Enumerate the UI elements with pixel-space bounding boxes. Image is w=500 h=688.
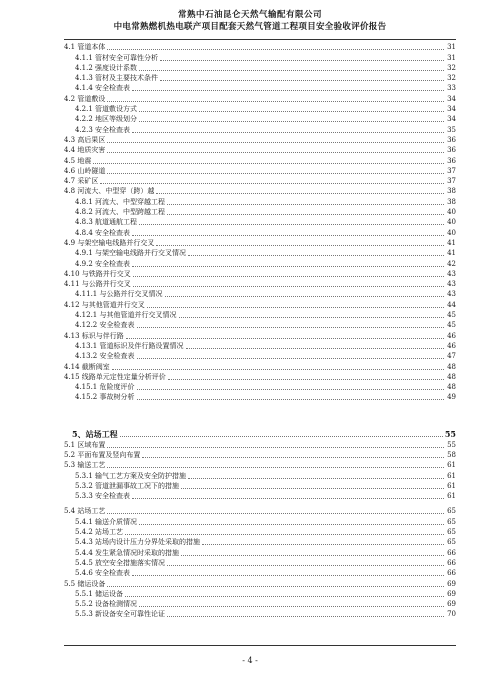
toc-dot-leader [186,348,445,349]
toc-dot-leader [107,173,444,174]
toc-dot-leader [132,575,444,576]
toc-entry[interactable] [64,558,456,568]
toc-entry-page: 34 [447,94,456,103]
toc-dot-leader [168,379,444,380]
toc-entry[interactable] [64,124,456,134]
toc-entry-page: 65 [447,528,456,537]
toc-dot-leader [126,338,444,339]
toc-entry[interactable] [64,578,456,588]
toc-entry[interactable] [64,196,456,206]
toc-dot-leader [165,296,445,297]
toc-dot-leader [139,224,444,225]
toc-entry-page: 46 [447,341,456,350]
toc-entry-page: 37 [447,166,456,175]
toc-entry-page: 34 [447,105,456,114]
toc-dot-leader [139,606,444,607]
toc-entry-label: 4.11 与公路并行交叉 [64,280,131,289]
toc-entry-page: 40 [447,208,456,217]
toc-entry-label: 5.4.6 安全检查表 [75,569,131,578]
toc-entry-page: 65 [447,538,456,547]
toc-entry[interactable] [64,135,456,145]
toc-entry[interactable] [64,491,456,501]
toc-dot-leader [202,544,444,545]
toc-entry[interactable] [64,470,456,480]
toc-entry[interactable] [64,207,456,217]
toc-entry-page: 36 [447,146,456,155]
toc-dot-leader [160,80,444,81]
toc-entry-page: 66 [447,548,456,557]
toc-dot-leader [139,121,444,122]
toc-entry-page: 61 [447,492,456,501]
toc-entry-page: 70 [447,610,456,619]
toc-dot-leader [167,565,444,566]
toc-entry[interactable] [64,299,456,309]
toc-entry[interactable] [64,186,456,196]
toc-entry-page: 48 [447,362,456,371]
toc-entry[interactable] [64,289,456,299]
toc-entry-page: 31 [447,53,456,62]
toc-dot-leader [181,488,444,489]
toc-entry-page: 49 [447,393,456,402]
toc-entry[interactable] [64,114,456,124]
toc-entry[interactable] [64,83,456,93]
toc-entry-page: 32 [447,74,456,83]
toc-dot-leader [132,132,444,133]
toc-dot-leader [132,266,444,267]
toc-entry-page: 55 [447,440,456,449]
toc-dot-leader [107,467,444,468]
toc-entry[interactable] [64,279,456,289]
toc-entry-label: 4.7 采矿区 [64,177,99,186]
toc-entry-label: 4.12 与其他管道并行交叉 [64,300,145,309]
toc-entry-page: 48 [447,372,456,381]
toc-entry[interactable] [64,547,456,557]
toc-entry-label: 5.5 储运设备 [64,579,106,588]
toc-entry[interactable] [64,609,456,619]
toc-entry[interactable] [64,176,456,186]
toc-entry[interactable] [64,52,456,62]
toc-entry-label: 4.11.1 与公路并行交叉情况 [75,290,163,299]
toc-entry-label: 4.8.2 河流大、中型跨越工程 [75,208,166,217]
toc-entry-label: 4.3 高后果区 [64,135,106,144]
toc-entry-label: 4.9 与架空输电线路并行交叉 [64,238,155,247]
toc-dot-leader [167,204,444,205]
toc-entry[interactable] [64,330,456,340]
toc-entry-page: 61 [447,471,456,480]
toc-entry-page: 32 [447,63,456,72]
toc-entry-page: 61 [447,481,456,490]
toc-entry[interactable] [64,166,456,176]
toc-dot-leader [167,214,444,215]
toc-entry-label: 5.5.1 储运设备 [75,589,124,598]
toc-entry[interactable] [64,42,456,52]
toc-entry-label: 4.9.1 与架空输电线路并行交叉情况 [75,249,187,258]
toc-entry[interactable] [64,155,456,165]
toc-entry[interactable] [64,439,456,449]
toc-entry[interactable] [64,248,456,258]
toc-dot-leader [132,90,444,91]
toc-entry-label: 4.1.1 管材安全可靠性分析 [75,53,159,62]
toc-entry-label: 4.15.2 事故树分析 [75,393,135,402]
toc-entry-label: 5.4.1 输送介质情况 [75,517,138,526]
toc-entry-page: 65 [447,517,456,526]
footer-rule [64,645,456,646]
toc-entry-label: 5.5.3 新设备安全可靠性论证 [75,610,166,619]
toc-dot-leader [100,183,444,184]
toc-dot-leader [137,358,445,359]
toc-dot-leader [107,152,444,153]
toc-entry-page: 40 [447,228,456,237]
toc-entry-label: 5.3.2 管道泄漏事故工况下的措施 [75,481,180,490]
company-name: 常熟中石油昆仑天然气输配有限公司 [177,10,322,20]
toc-entry[interactable] [64,351,456,361]
toc-entry[interactable] [64,392,456,402]
toc-entry[interactable] [64,320,456,330]
toc-entry[interactable] [64,63,456,73]
toc-entry-page: 45 [447,311,456,320]
toc-entry-label: 5.2 平面布置及竖向布置 [64,450,141,459]
toc-dot-leader [137,399,445,400]
toc-dot-leader [93,163,444,164]
toc-entry[interactable] [64,258,456,268]
table-of-contents [64,42,456,619]
page-header [0,10,500,33]
toc-entry[interactable] [64,269,456,279]
toc-entry-label: 4.12.1 与其他管道并行交叉情况 [75,311,177,320]
toc-entry-page: 66 [447,558,456,567]
toc-entry-page: 41 [447,249,456,258]
toc-entry-label: 4.2.2 地区等级划分 [75,115,138,124]
toc-entry-page: 58 [447,450,456,459]
toc-entry[interactable] [64,227,456,237]
toc-dot-leader [120,436,443,437]
toc-dot-leader [107,101,444,102]
toc-entry-label: 4.15 线路单元定性定量分析评价 [64,372,166,381]
toc-dot-leader [156,193,444,194]
toc-dot-leader [188,478,444,479]
toc-entry-label: 4.13.1 管道标识及伴行路设置情况 [75,341,184,350]
toc-entry-page: 48 [447,383,456,392]
toc-chapter[interactable] [64,417,456,439]
toc-entry-label: 5.4.5 放空安全措施落实情况 [75,558,166,567]
toc-entry-label: 4.9.2 安全检查表 [75,259,131,268]
toc-entry-label: 5.3.3 安全检查表 [75,492,131,501]
toc-dot-leader [107,513,444,514]
toc-dot-leader [147,307,444,308]
toc-dot-leader [139,524,444,525]
toc-dot-leader [137,389,445,390]
toc-dot-leader [156,245,444,246]
toc-dot-leader [160,60,444,61]
toc-entry-label: 5、站场工程 [72,429,118,440]
toc-entry-page: 43 [447,290,456,299]
toc-entry-page: 61 [447,461,456,470]
toc-entry[interactable] [64,516,456,526]
toc-entry-page: 36 [447,156,456,165]
toc-entry-label: 5.4.2 站场工艺 [75,528,124,537]
toc-entry-label: 4.8 河流大、中型穿（跨）越 [64,187,155,196]
toc-entry-page: 35 [447,125,456,134]
toc-dot-leader [142,457,444,458]
toc-entry-page: 40 [447,218,456,227]
toc-entry-label: 5.5.2 设备检测情况 [75,600,138,609]
toc-entry[interactable] [64,460,456,470]
toc-entry-page: 42 [447,259,456,268]
toc-entry[interactable] [64,599,456,609]
toc-dot-leader [167,616,444,617]
toc-entry[interactable] [64,145,456,155]
toc-entry-label: 4.2.1 管道敷设方式 [75,105,138,114]
toc-entry-page: 43 [447,269,456,278]
toc-entry-label: 5.1 区域布置 [64,440,106,449]
toc-entry[interactable] [64,93,456,103]
toc-entry-label: 4.15.1 危险度评价 [75,383,135,392]
toc-entry-label: 4.2.3 安全检查表 [75,125,131,134]
toc-entry-label: 4.12.2 安全检查表 [75,321,135,330]
toc-entry-page: 34 [447,115,456,124]
toc-entry-label: 4.8.4 安全检查表 [75,228,131,237]
toc-dot-leader [181,555,444,556]
toc-entry-label: 4.1.3 管材及主要技术条件 [75,74,159,83]
toc-dot-leader [107,447,444,448]
toc-dot-leader [179,317,445,318]
toc-entry-label: 4.8.3 航道通航工程 [75,218,138,227]
toc-entry[interactable] [64,568,456,578]
toc-entry[interactable] [64,382,456,392]
toc-dot-leader [125,596,444,597]
toc-dot-leader [107,142,444,143]
toc-entry[interactable] [64,310,456,320]
toc-entry[interactable] [64,481,456,491]
toc-entry-label: 4.1.4 安全检查表 [75,84,131,93]
toc-entry[interactable] [64,506,456,516]
toc-entry-page: 41 [447,238,456,247]
toc-entry-page: 66 [447,569,456,578]
toc-entry-label: 5.4.3 站场内设计压力分界处采取的措施 [75,538,201,547]
toc-entry[interactable] [64,450,456,460]
toc-dot-leader [125,534,444,535]
page-number: - 4 - [242,656,258,665]
toc-entry[interactable] [64,341,456,351]
toc-entry[interactable] [64,238,456,248]
toc-entry-label: 4.5 地震 [64,156,92,165]
toc-dot-leader [139,70,444,71]
toc-entry[interactable] [64,73,456,83]
toc-entry[interactable] [64,537,456,547]
toc-dot-leader [132,235,444,236]
toc-entry-label: 4.13.2 安全检查表 [75,352,135,361]
toc-entry-label: 5.3 输送工艺 [64,461,106,470]
toc-dot-leader [133,276,444,277]
toc-entry-label: 4.6 山岭隧道 [64,166,106,175]
toc-entry-label: 4.13 标识与伴行路 [64,331,124,340]
toc-entry-page: 45 [447,321,456,330]
toc-entry-page: 69 [447,579,456,588]
toc-entry-label: 5.4.4 发生紧急情况时采取的措施 [75,548,180,557]
toc-entry-label: 5.4 站场工艺 [64,507,106,516]
toc-entry[interactable] [64,527,456,537]
toc-entry-label: 4.2 管道敷设 [64,94,106,103]
toc-dot-leader [188,255,444,256]
toc-entry-page: 44 [447,300,456,309]
toc-entry-page: 37 [447,177,456,186]
toc-entry-page: 46 [447,331,456,340]
toc-entry-page: 38 [447,197,456,206]
toc-entry-label: 4.1.2 强度设计系数 [75,63,138,72]
toc-entry-label: 4.4 地质灾害 [64,146,106,155]
toc-entry-page: 55 [444,429,456,440]
toc-entry-page: 43 [447,280,456,289]
toc-entry-page: 69 [447,589,456,598]
toc-entry[interactable] [64,104,456,114]
toc-dot-leader [107,49,444,50]
toc-entry-page: 47 [447,352,456,361]
toc-dot-leader [132,498,444,499]
toc-entry-page: 38 [447,187,456,196]
toc-spacer [64,402,456,417]
toc-entry[interactable] [64,217,456,227]
header-rule [64,39,456,40]
toc-dot-leader [107,586,444,587]
toc-dot-leader [137,327,445,328]
toc-entry-label: 4.1 管道本体 [64,43,106,52]
toc-entry-label: 4.10 与铁路并行交叉 [64,269,131,278]
toc-entry-page: 31 [447,43,456,52]
toc-entry-label: 5.3.1 输气工艺方案及安全防护措施 [75,471,187,480]
toc-entry-label: 4.8.1 河流大、中型穿越工程 [75,197,166,206]
toc-entry[interactable] [64,589,456,599]
toc-dot-leader [133,286,444,287]
toc-entry-page: 36 [447,135,456,144]
toc-entry-page: 33 [447,84,456,93]
toc-entry[interactable] [64,361,456,371]
report-title: 中电常熟燃机热电联产项目配套天然气管道工程项目安全验收评价报告 [113,22,387,32]
toc-entry-label: 4.14 截断阀室 [64,362,110,371]
toc-dot-leader [139,111,444,112]
toc-entry-page: 65 [447,507,456,516]
toc-entry[interactable] [64,372,456,382]
toc-dot-leader [112,369,444,370]
toc-entry-page: 69 [447,600,456,609]
